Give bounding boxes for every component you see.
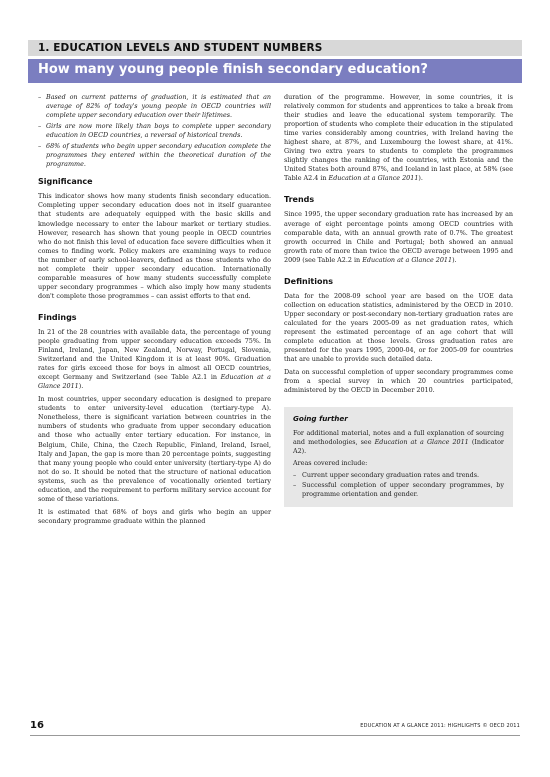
- highlight-item: – 68% of students who begin upper secondary education complete the programmes they entered within the theoretical duration of the programme.: [38, 142, 271, 169]
- trends-paragraph: Since 1995, the upper secondary graduation rate has increased by an average of eight percentage points among OECD countries with comparable data, with an annual growth rate of 0.7%. The greatest growth occurred in Chile and Portugal; both showed an annual growth rate of more than twice the OECD average between 1995 and 2009 (see Table A2.2 in Education at a Glance 2011).: [284, 210, 513, 264]
- definitions-paragraph-2: Data on successful completion of upper secondary programmes come from a special survey in which 20 countries participated, administered by the OECD in December 2010.: [284, 368, 513, 395]
- left-column: [38, 93, 271, 530]
- areas-covered-list: [293, 471, 504, 498]
- highlight-item: – Based on current patterns of graduation, it is estimated that an average of 82% of today's young people in OECD countries will complete upper secondary education over their lifetimes.: [38, 93, 271, 120]
- going-further-heading: Going further: [293, 414, 348, 424]
- findings-paragraph-1: In 21 of the 28 countries with available data, the percentage of young people graduating from upper secondary education exceeds 75%. In Finland, Ireland, Japan, New Zealand, Norway, Portugal, Slovenia, Switzerland and the United Kingdom it is at least 90%. Graduation rates for girls exceed those for boys in almost all OECD countries, except Germany and Switzerland (see Table A2.1 in Education at a Glance 2011).: [38, 327, 271, 391]
- running-footer: EDUCATION AT A GLANCE 2011: HIGHLIGHTS © OECD 2011: [360, 723, 520, 729]
- findings-heading: Findings: [38, 312, 77, 322]
- areas-covered-item: – Successful completion of upper secondary programmes, by programme orientation and gender.: [293, 481, 504, 499]
- highlight-item: – Girls are now more likely than boys to complete upper secondary education in OECD countries, a reversal of historical trends.: [38, 122, 271, 140]
- significance-paragraph: This indicator shows how many students finish secondary education. Completing upper secondary education does not in itself guarantee that students are adequately equipped with the basic skills and knowledge necessary to enter the labour market or tertiary studies. However, research has shown that young people in OECD countries who do not finish this level of education face severe difficulties when it comes to finding work. Policy makers are examining ways to reduce the number of early school-leavers, defined as those students who do not complete their upper secondary education. Internationally comparable measures of how many students successfully complete upper secondary programmes – which also imply how many students don't complete those programmes – can assist efforts to that end.: [38, 192, 271, 300]
- definitions-heading: Definitions: [284, 276, 333, 286]
- definitions-paragraph-1: Data for the 2008-09 school year are based on the UOE data collection on education statistics, administered by the OECD in 2010. Upper secondary or post-secondary non-tertiary graduation rates are calculated for the years 2005-09 as net graduation rates, which represent the estimated percentage of an age cohort that will complete education at those levels. Gross graduation rates are presented for the years 1995, 2000-04, or for 2005-09 for countries that are unable to provide such detailed data.: [284, 291, 513, 364]
- findings-paragraph-3: It is estimated that 68% of boys and girls who begin an upper secondary programme graduate within the planned: [38, 507, 271, 525]
- findings-continued-paragraph: duration of the programme. However, in some countries, it is relatively common for students and apprentices to take a break from their studies and leave the educational system temporarily. The proportion of students who complete their education in the stipulated time varies considerably among countries, with Ireland having the highest share, at 87%, and Luxembourg the lowest share, at 41%. Giving two extra years to students to complete the programmes slightly changes the ranking of the countries, with Estonia and the United States both around 87%, and Iceland in last place, at 58% (see Table A2.4 in Education at a Glance 2011).: [284, 93, 513, 183]
- trends-heading: Trends: [284, 195, 315, 205]
- going-further-box: [284, 407, 513, 506]
- findings-paragraph-2: In most countries, upper secondary education is designed to prepare students to enter university-level education (tertiary-type A). Nonetheless, there is significant variation between countries in the numbers of students who graduate from upper secondary education and those who actually enter tertiary education. For instance, in Belgium, Chile, China, the Czech Republic, Finland, Ireland, Israel, Italy and Japan, the gap is more than 20 percentage points, suggesting that many young people who could enter university (tertiary-type A) do not do so. It should be noted that the structure of national education systems, such as the prevalence of vocationally oriented tertiary education, and the requirement to perform military service account for some of these variations.: [38, 395, 271, 503]
- page-title: How many young people finish secondary education?: [38, 62, 428, 77]
- significance-heading: Significance: [38, 177, 93, 187]
- areas-covered-item: – Current upper secondary graduation rates and trends.: [293, 471, 504, 480]
- right-column: [284, 93, 513, 507]
- going-further-intro: For additional material, notes and a full explanation of sourcing and methodologies, see Education at a Glance 2011 (Indicator A2).: [293, 429, 504, 456]
- chapter-heading: 1. EDUCATION LEVELS AND STUDENT NUMBERS: [38, 42, 323, 54]
- footer-rule: [30, 735, 520, 736]
- areas-covered-label: Areas covered include:: [293, 459, 368, 468]
- page-number: 16: [30, 720, 44, 731]
- highlights-list: [38, 93, 271, 169]
